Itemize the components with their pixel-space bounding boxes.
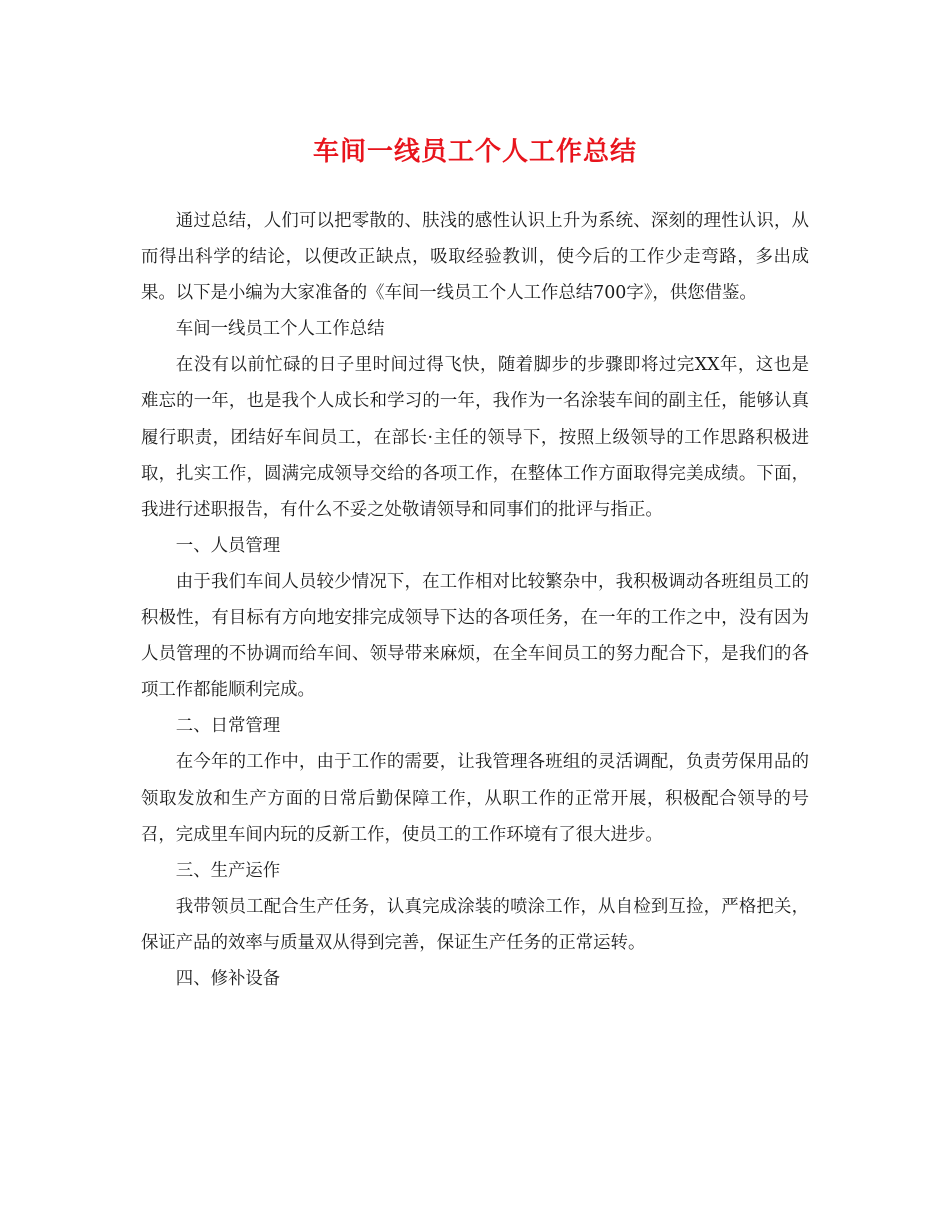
paragraph-intro: 通过总结，人们可以把零散的、肤浅的感性认识上升为系统、深刻的理性认识，从而得出科学的结论，以便改正缺点，吸取经验教训，使今后的工作少走弯路，多出成果。以下是小编为大家准备的《车间一线员工个人工作总结700字》，供您借鉴。 [141, 211, 809, 304]
paragraph-overview: 在没有以前忙碌的日子里时间过得飞快，随着脚步的步骤即将过完XX年，这也是难忘的一年，也是我个人成长和学习的一年，我作为一名涂装车间的副主任，能够认真履行职责，团结好车间员工，在部长·主任的领导下，按照上级领导的工作思路积极进取，扎实工作，圆满完成领导交给的各项工作，在整体工作方面取得完美成绩。下面，我进行述职报告，有什么不妥之处敬请领导和同事们的批评与指正。 [141, 355, 809, 520]
section-heading-production: 三、生产运作 [175, 860, 281, 881]
section-heading-daily: 二、日常管理 [175, 716, 281, 737]
section-heading-equipment: 四、修补设备 [175, 968, 281, 989]
document-body [141, 203, 809, 997]
paragraph-daily: 在今年的工作中，由于工作的需要，让我管理各班组的灵活调配，负责劳保用品的领取发放和生产方面的日常后勤保障工作，从职工作的正常开展，积极配合领导的号召，完成里车间内玩的反新工作，使员工的工作环境有了很大进步。 [141, 752, 809, 845]
paragraph-subtitle: 车间一线员工个人工作总结 [175, 319, 385, 340]
document-title: 车间一线员工个人工作总结 [312, 137, 637, 167]
paragraph-personnel: 由于我们车间人员较少情况下，在工作相对比较繁杂中，我积极调动各班组员工的积极性，有目标有方向地安排完成领导下达的各项任务，在一年的工作之中，没有因为人员管理的不协调而给车间、领导带来麻烦，在全车间员工的努力配合下，是我们的各项工作都能顺利完成。 [141, 571, 809, 701]
section-heading-personnel: 一、人员管理 [175, 535, 281, 556]
paragraph-production: 我带领员工配合生产任务，认真完成涂装的喷涂工作，从自检到互捡，严格把关，保证产品的效率与质量双从得到完善，保证生产任务的正常运转。 [141, 896, 809, 953]
